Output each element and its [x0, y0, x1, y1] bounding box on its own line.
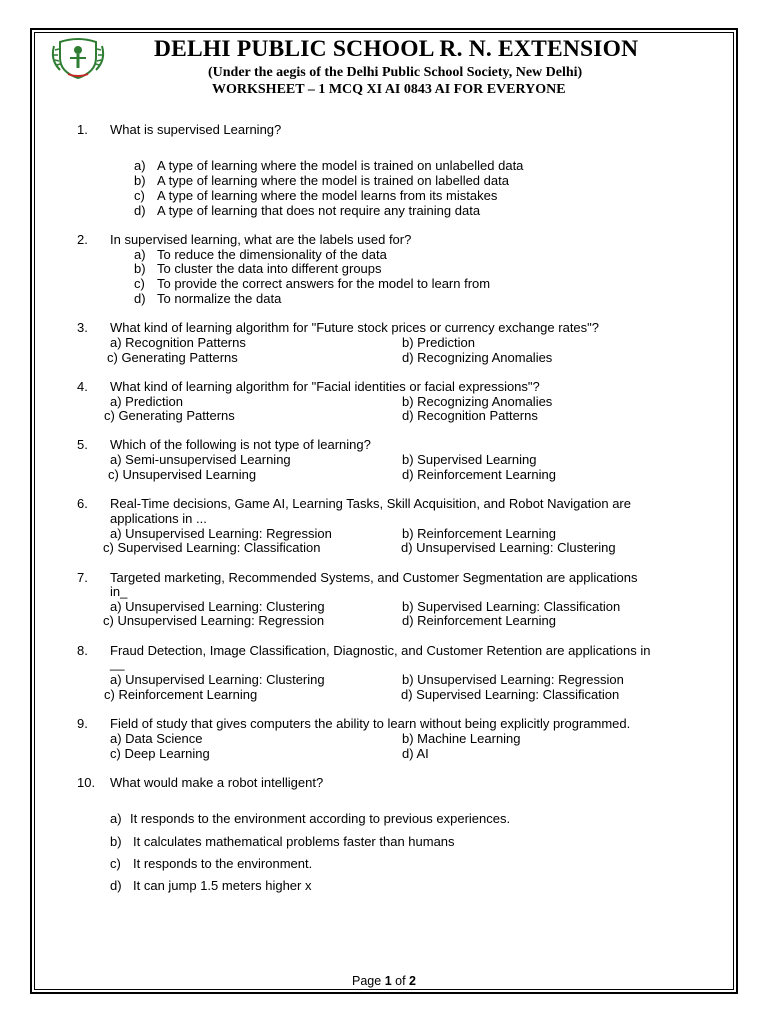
option-b: b) Machine Learning	[402, 731, 521, 746]
option-b: b) Recognizing Anomalies	[402, 394, 553, 409]
option-letter: d)	[134, 291, 146, 306]
option-d: d) Recognition Patterns	[402, 408, 538, 423]
option-text: It can jump 1.5 meters higher x	[133, 878, 312, 893]
question-number: 7.	[77, 570, 88, 585]
question-text: What kind of learning algorithm for "Facial identities or facial expressions"?	[110, 379, 540, 394]
option-d: d) Supervised Learning: Classification	[401, 687, 620, 702]
option-text: It calculates mathematical problems faster than humans	[133, 834, 455, 849]
option-text: It responds to the environment.	[133, 856, 313, 871]
option-d: d) Unsupervised Learning: Clustering	[401, 540, 616, 555]
option-a: a) Unsupervised Learning: Clustering	[110, 672, 325, 687]
option-d: d) Reinforcement Learning	[402, 613, 556, 628]
option-text: A type of learning where the model is trained on unlabelled data	[157, 158, 524, 173]
option-text: To normalize the data	[157, 291, 282, 306]
option-b: b) Prediction	[402, 335, 475, 350]
option-a: a) Semi-unsupervised Learning	[110, 452, 291, 467]
page-total: 2	[409, 974, 416, 988]
question-number: 4.	[77, 379, 88, 394]
option-letter: b)	[110, 834, 122, 849]
option-letter: a)	[134, 158, 146, 173]
option-a: a) Unsupervised Learning: Regression	[110, 526, 332, 541]
option-d: d) AI	[402, 746, 429, 761]
question-number: 3.	[77, 320, 88, 335]
question-number: 6.	[77, 496, 88, 511]
option-text: To cluster the data into different groups	[157, 261, 382, 276]
option-b: b) Unsupervised Learning: Regression	[402, 672, 624, 687]
option-c: c) Generating Patterns	[104, 408, 235, 423]
option-text: It responds to the environment according to previous experiences.	[130, 811, 511, 826]
question-text: What is supervised Learning?	[110, 122, 282, 137]
option-a: a) Prediction	[110, 394, 183, 409]
question-text: What kind of learning algorithm for "Future stock prices or currency exchange rates"?	[110, 320, 600, 335]
option-c: c) Unsupervised Learning	[108, 467, 257, 482]
option-letter: a)	[110, 811, 122, 826]
option-c: c) Supervised Learning: Classification	[103, 540, 321, 555]
question-text-continued: in_	[110, 584, 128, 599]
option-letter: c)	[134, 188, 145, 203]
option-text: A type of learning where the model is trained on labelled data	[157, 173, 509, 188]
option-a: a) Data Science	[110, 731, 203, 746]
worksheet-title: WORKSHEET – 1 MCQ XI AI 0843 AI FOR EVERYONE	[212, 82, 566, 97]
question-text: What would make a robot intelligent?	[110, 775, 324, 790]
question-number: 8.	[77, 643, 88, 658]
school-crest-icon	[50, 36, 106, 80]
option-letter: d)	[134, 203, 146, 218]
option-text: A type of learning that does not require any training data	[157, 203, 481, 218]
option-d: d) Reinforcement Learning	[402, 467, 556, 482]
option-letter: c)	[134, 276, 145, 291]
option-letter: b)	[134, 261, 146, 276]
aegis-subtitle: (Under the aegis of the Delhi Public School Society, New Delhi)	[208, 65, 583, 80]
question-text: Targeted marketing, Recommended Systems, and Customer Segmentation are applications	[110, 570, 638, 585]
question-number: 1.	[77, 122, 88, 137]
question-text-continued: __	[110, 656, 125, 671]
question-text: Real-Time decisions, Game AI, Learning Tasks, Skill Acquisition, and Robot Navigation are	[110, 496, 631, 511]
option-a: a) Unsupervised Learning: Clustering	[110, 599, 325, 614]
option-letter: c)	[110, 856, 121, 871]
question-text: Fraud Detection, Image Classification, Diagnostic, and Customer Retention are applications in	[110, 643, 651, 658]
option-d: d) Recognizing Anomalies	[402, 350, 553, 365]
page-footer	[0, 974, 768, 988]
option-text: To provide the correct answers for the model to learn from	[157, 276, 491, 291]
page-current: 1	[384, 974, 392, 988]
question-text: Field of study that gives computers the ability to learn without being explicitly programmed.	[110, 716, 631, 731]
option-c: c) Reinforcement Learning	[104, 687, 258, 702]
option-a: a) Recognition Patterns	[110, 335, 246, 350]
option-b: b) Supervised Learning	[402, 452, 537, 467]
question-text: Which of the following is not type of learning?	[110, 437, 371, 452]
question-number: 10.	[77, 775, 96, 790]
option-c: c) Unsupervised Learning: Regression	[103, 613, 325, 628]
option-b: b) Reinforcement Learning	[402, 526, 556, 541]
question-text: In supervised learning, what are the labels used for?	[110, 232, 412, 247]
option-c: c) Generating Patterns	[107, 350, 238, 365]
page-word: Page	[352, 974, 382, 988]
question-number: 2.	[77, 232, 88, 247]
option-text: To reduce the dimensionality of the data	[157, 247, 387, 262]
option-letter: a)	[134, 247, 146, 262]
option-letter: d)	[110, 878, 122, 893]
question-number: 5.	[77, 437, 88, 452]
question-text-continued: applications in ...	[110, 511, 207, 526]
option-text: A type of learning where the model learns from its mistakes	[157, 188, 498, 203]
option-c: c) Deep Learning	[110, 746, 210, 761]
option-b: b) Supervised Learning: Classification	[402, 599, 621, 614]
school-name: DELHI PUBLIC SCHOOL R. N. EXTENSION	[154, 36, 639, 62]
question-number: 9.	[77, 716, 88, 731]
option-letter: b)	[134, 173, 146, 188]
of-word: of	[395, 974, 406, 988]
